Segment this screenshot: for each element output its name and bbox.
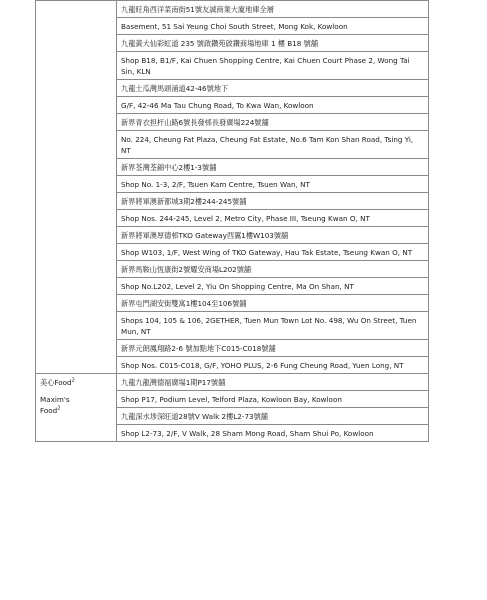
brand-name-line xyxy=(40,405,112,416)
address-english: Shop B18, B1/F, Kai Chuen Shopping Centre, Kai Chuen Court Phase 2, Wong Tai Sin, KLN xyxy=(117,52,429,80)
brand-name-line xyxy=(40,394,112,405)
brand-cell xyxy=(36,374,117,442)
brand-cell xyxy=(36,1,117,374)
address-english: Shop L2-73, 2/F, V Walk, 28 Sham Mong Road, Sham Shui Po, Kowloon xyxy=(117,425,429,442)
address-english: Shop No.L202, Level 2, Yiu On Shopping Centre, Ma On Shan, NT xyxy=(117,278,429,295)
footnote-marker: 2 xyxy=(71,377,75,384)
address-chinese: 九龍旺角西洋菜南街51號友誠商業大廈地庫全層 xyxy=(117,1,429,18)
address-english: G/F, 42-46 Ma Tau Chung Road, To Kwa Wan, Kowloon xyxy=(117,97,429,114)
address-english: Shop Nos. C015-C018, G/F, YOHO PLUS, 2-6 Fung Cheung Road, Yuen Long, NT xyxy=(117,357,429,374)
brand-name-line xyxy=(40,377,112,388)
address-chinese: 新界將軍澳厚德邨TKO Gateway西翼1樓W103號舖 xyxy=(117,227,429,244)
footnote-marker: 2 xyxy=(57,405,61,412)
address-chinese: 九龍九龍灣德福廣場1期P17號舖 xyxy=(117,374,429,391)
shop-address-table xyxy=(35,0,429,442)
brand-name-text: 美心Food xyxy=(40,378,72,387)
address-chinese: 新界元朗鳳翔路2-6 號加點地下C015-C018號舖 xyxy=(117,340,429,357)
brand-name-text: Food xyxy=(40,406,58,415)
address-english: Shop W103, 1/F, West Wing of TKO Gateway, Hau Tak Estate, Tseung Kwan O, NT xyxy=(117,244,429,261)
address-chinese: 新界青衣担杆山路6號長發邨長發廣場224號舖 xyxy=(117,114,429,131)
address-english: Shops 104, 105 & 106, 2GETHER, Tuen Mun Town Lot No. 498, Wu On Street, Tuen Mun, NT xyxy=(117,312,429,340)
address-english: Basement, 51 Sai Yeung Choi South Street, Mong Kok, Kowloon xyxy=(117,18,429,35)
address-english: No. 224, Cheung Fat Plaza, Cheung Fat Estate, No.6 Tam Kon Shan Road, Tsing Yi, NT xyxy=(117,131,429,159)
document-page xyxy=(35,0,428,442)
address-english: Shop Nos. 244-245, Level 2, Metro City, Phase III, Tseung Kwan O, NT xyxy=(117,210,429,227)
brand-name-text: Maxim's xyxy=(40,395,70,404)
address-english: Shop No. 1-3, 2/F, Tsuen Kam Centre, Tsuen Wan, NT xyxy=(117,176,429,193)
address-english: Shop P17, Podium Level, Telford Plaza, Kowloon Bay, Kowloon xyxy=(117,391,429,408)
address-chinese: 新界荃灣荃錦中心2樓1-3號舖 xyxy=(117,159,429,176)
address-chinese: 新界屯門湖安街雙寓1樓104至106號舖 xyxy=(117,295,429,312)
address-chinese: 九龍土瓜灣馬頭涌道42-46號地下 xyxy=(117,80,429,97)
address-chinese: 新界將軍澳新都城3期2樓244-245號舖 xyxy=(117,193,429,210)
address-chinese: 九龍黃大仙彩虹道 235 號啟鑽苑啟鑽商場地庫 1 樓 B18 號舖 xyxy=(117,35,429,52)
address-row-zh xyxy=(36,374,429,391)
shop-address-table-body xyxy=(36,1,429,442)
address-chinese: 九龍深水埗深旺道28號V Walk 2樓L2-73號舖 xyxy=(117,408,429,425)
address-chinese: 新界馬鞍山恆康街2號耀安商場L202號舖 xyxy=(117,261,429,278)
address-row-zh xyxy=(36,1,429,18)
